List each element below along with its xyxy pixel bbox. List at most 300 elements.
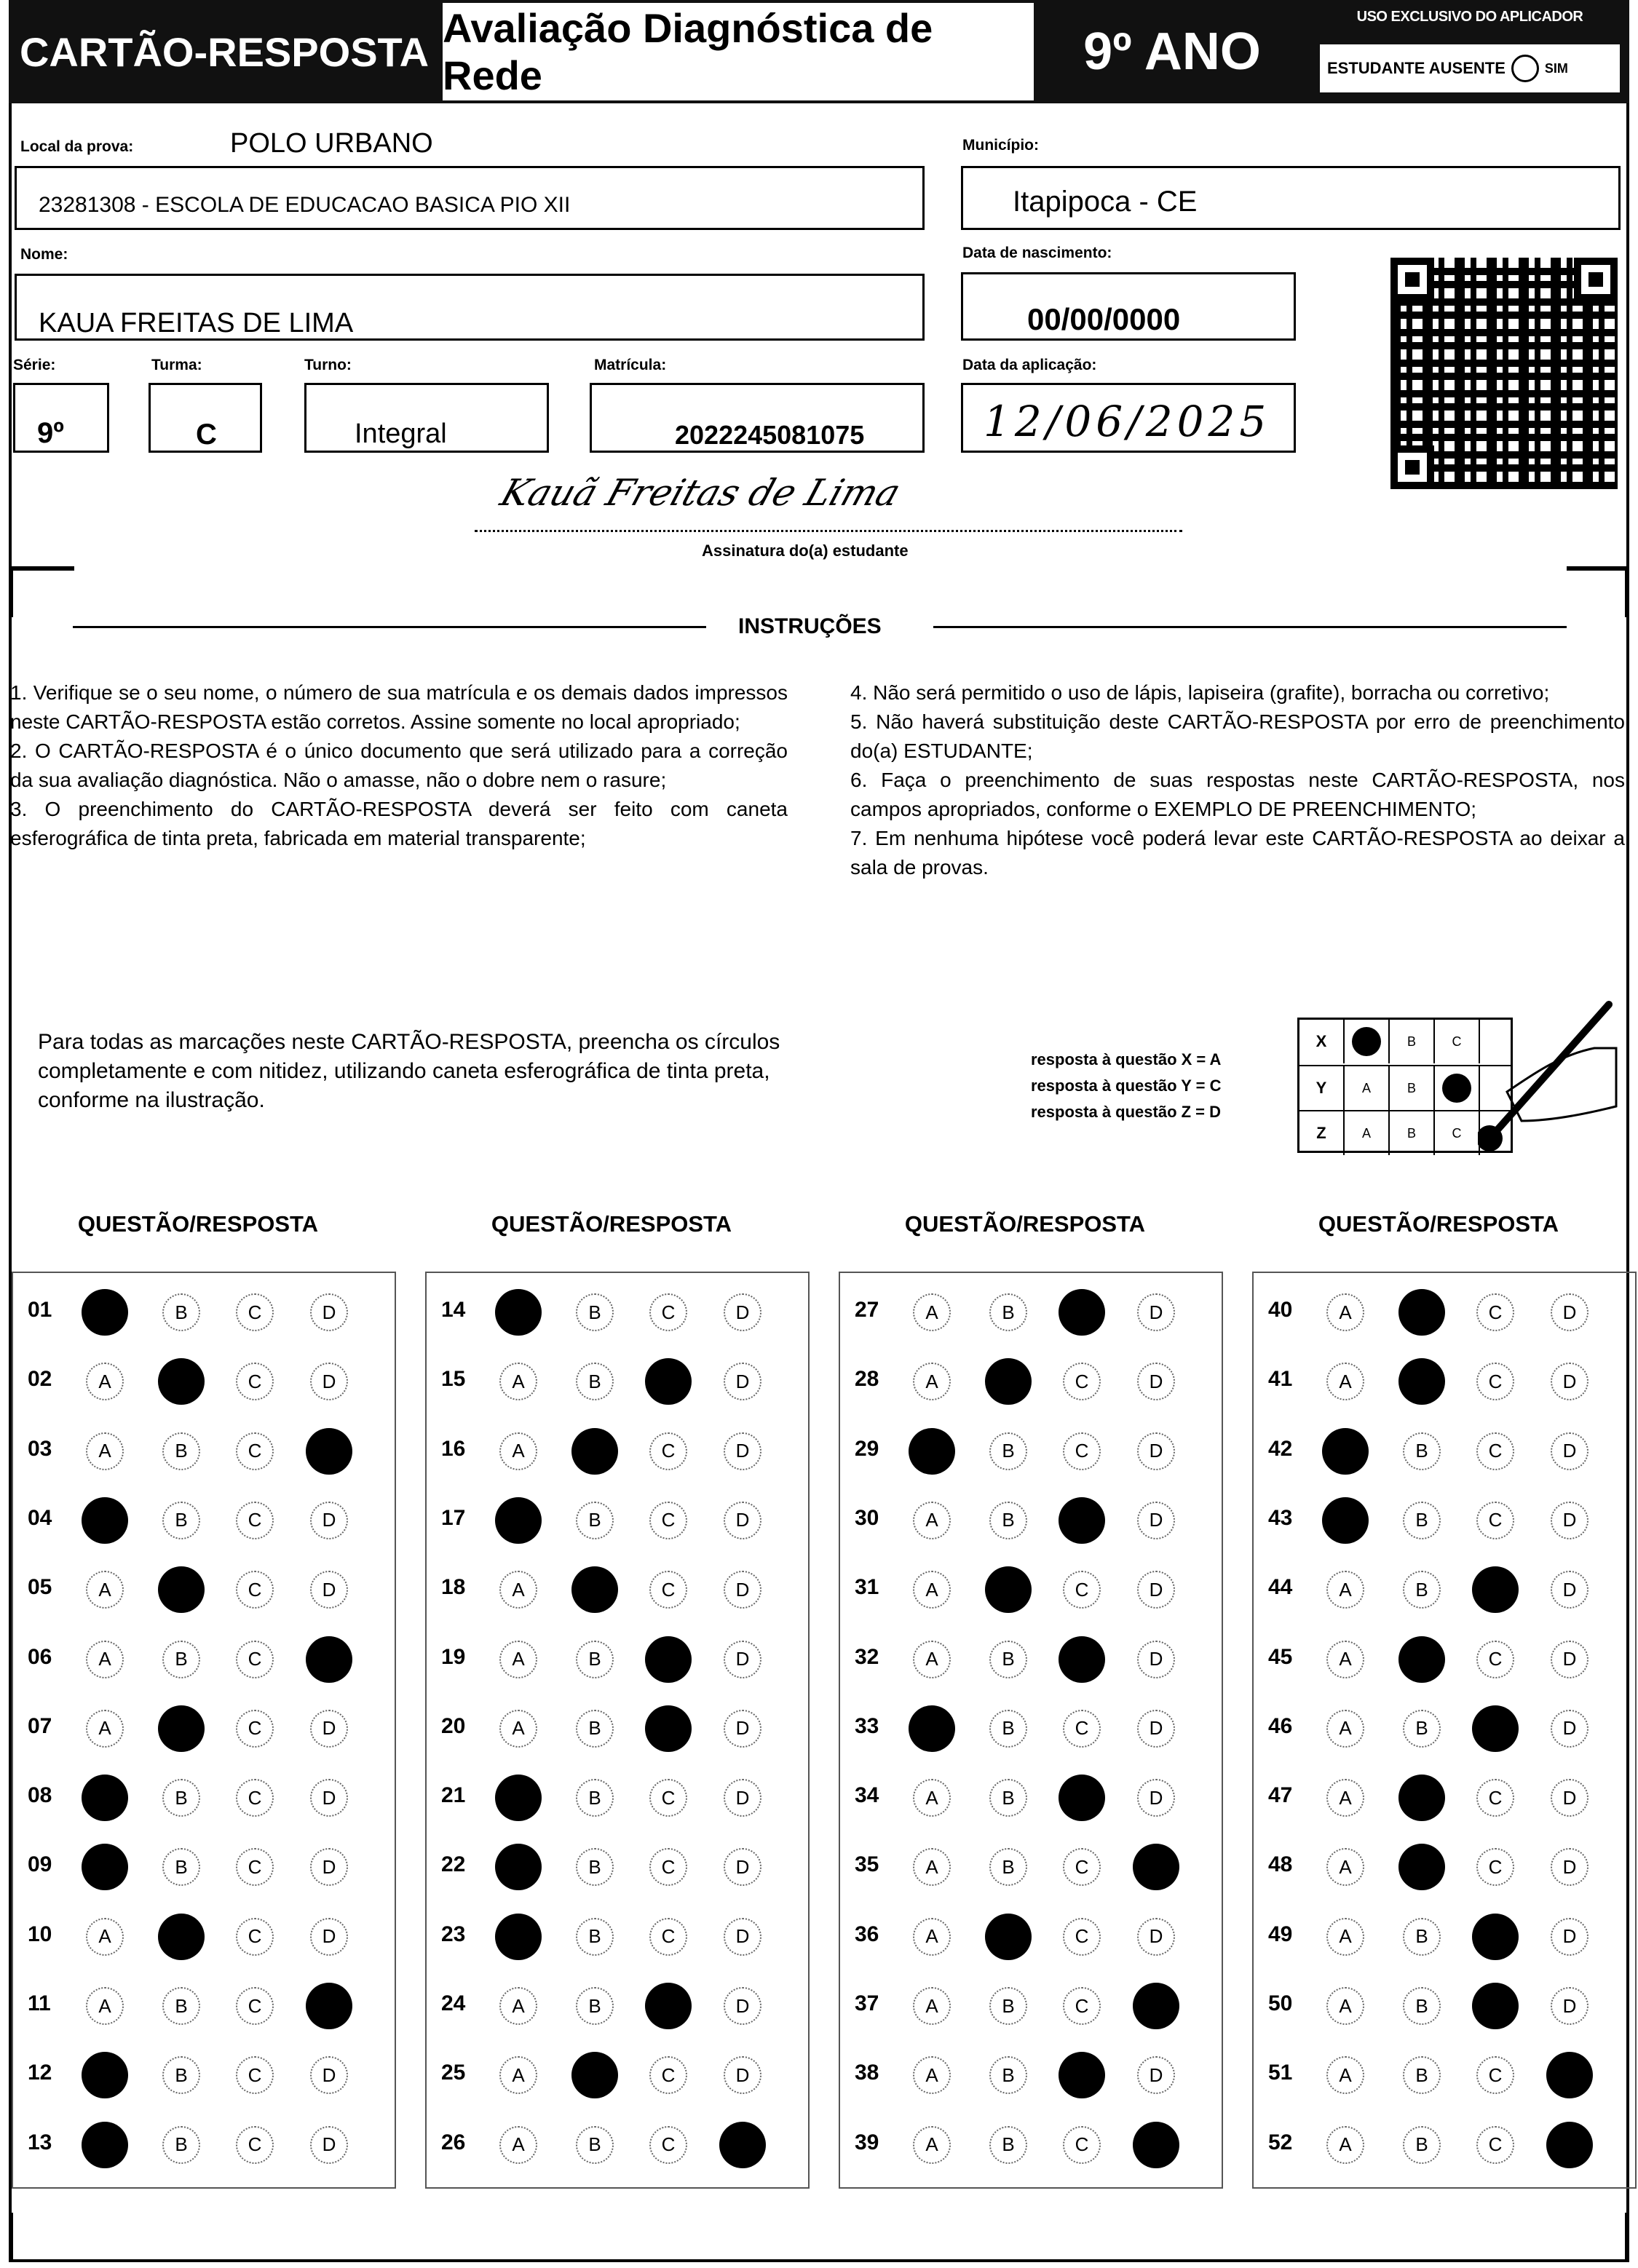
answer-bubble-a[interactable]: A — [1326, 1779, 1364, 1817]
answer-bubble-d[interactable]: D — [1551, 1779, 1588, 1817]
answer-bubble-d[interactable]: D — [1551, 1918, 1588, 1956]
answer-bubble-a[interactable]: A — [913, 1571, 951, 1609]
answer-bubble-a[interactable]: A — [1326, 1848, 1364, 1886]
answer-bubble-b[interactable]: B — [162, 1502, 200, 1539]
applicator-title: USO EXCLUSIVO DO APLICADOR — [1356, 9, 1583, 25]
answer-bubble-b[interactable]: B — [989, 2056, 1027, 2094]
answer-bubble-b[interactable]: B — [162, 2056, 200, 2094]
question-row — [13, 2110, 397, 2179]
answer-bubble-d[interactable]: D — [1137, 2056, 1175, 2094]
answer-bubble-b[interactable] — [985, 1566, 1032, 1613]
answer-bubble-a[interactable]: A — [913, 1641, 951, 1678]
answer-bubble-b[interactable]: B — [989, 1710, 1027, 1748]
question-number: 52 — [1268, 2130, 1293, 2154]
answer-bubble-a[interactable]: A — [499, 1641, 537, 1678]
question-number: 31 — [855, 1575, 879, 1600]
answer-bubble-a[interactable]: A — [913, 1848, 951, 1886]
answer-bubble-d[interactable]: D — [310, 1918, 348, 1956]
question-number: 08 — [28, 1783, 52, 1808]
question-number: 15 — [441, 1367, 466, 1392]
answer-bubble-a[interactable]: A — [86, 1571, 124, 1609]
answer-bubble-c[interactable]: C — [236, 1432, 274, 1470]
question-number: 21 — [441, 1783, 466, 1808]
question-row — [13, 1347, 397, 1416]
question-row — [1254, 1416, 1638, 1486]
answer-bubble-a[interactable] — [495, 1775, 542, 1821]
question-number: 39 — [855, 2130, 879, 2154]
answer-bubble-d[interactable]: D — [1137, 1363, 1175, 1400]
answer-bubble-d[interactable]: D — [724, 1571, 761, 1609]
local-label: Local da prova: — [20, 138, 134, 155]
instruction-item: 2. O CARTÃO-RESPOSTA é o único documento que será utilizado para a correção da sua avaliação diagnóstica. Não o amasse, não o dobre nem o rasure; — [10, 740, 788, 791]
answer-bubble-c[interactable]: C — [1476, 1641, 1514, 1678]
answer-bubble-a[interactable]: A — [1326, 1987, 1364, 2025]
answer-bubble-b[interactable] — [1398, 1289, 1445, 1336]
answer-bubble-b[interactable] — [985, 1914, 1032, 1960]
answer-bubble-a[interactable] — [82, 2122, 128, 2168]
answer-bubble-b[interactable]: B — [989, 1502, 1027, 1539]
turno-field — [304, 383, 549, 453]
answer-bubble-a[interactable]: A — [86, 1987, 124, 2025]
answer-bubble-c[interactable] — [1059, 2052, 1105, 2098]
answer-bubble-b[interactable]: B — [162, 1987, 200, 2025]
example-line: resposta à questão Z = D — [1031, 1103, 1222, 1121]
fill-note: Para todas as marcações neste CARTÃO-RESPOSTA, preencha os círculos completamente e com nitidez, utilizando caneta esferográfica de tinta preta, conforme na ilustração. — [38, 1030, 780, 1112]
question-number: 33 — [855, 1713, 879, 1738]
question-number: 06 — [28, 1644, 52, 1669]
answer-bubble-b[interactable] — [571, 2052, 618, 2098]
example-bubble-c — [1435, 1066, 1480, 1110]
answer-bubble-c[interactable] — [645, 1636, 692, 1683]
answer-bubble-b[interactable]: B — [989, 1432, 1027, 1470]
answer-bubble-b[interactable]: B — [162, 1432, 200, 1470]
signature-line — [475, 530, 1182, 532]
frame-corner-tl-h — [9, 566, 74, 571]
answer-bubble-c[interactable]: C — [236, 1363, 274, 1400]
answer-bubble-d[interactable]: D — [310, 1363, 348, 1400]
answer-bubble-c[interactable]: C — [1476, 1432, 1514, 1470]
answer-bubble-c[interactable]: C — [1476, 2126, 1514, 2164]
answer-bubble-b[interactable] — [571, 1428, 618, 1475]
answer-bubble-d[interactable] — [719, 2122, 766, 2168]
absent-field — [1318, 42, 1622, 95]
question-number: 14 — [441, 1298, 466, 1322]
answer-bubble-a[interactable]: A — [499, 2056, 537, 2094]
question-number: 42 — [1268, 1436, 1293, 1461]
answer-bubble-c[interactable] — [645, 1358, 692, 1405]
answer-bubble-b[interactable] — [1398, 1358, 1445, 1405]
answer-bubble-a[interactable]: A — [913, 1918, 951, 1956]
answer-bubble-c[interactable] — [1472, 1705, 1519, 1752]
question-row — [13, 1763, 397, 1832]
answer-bubble-c[interactable]: C — [236, 1987, 274, 2025]
answer-bubble-a[interactable]: A — [913, 1363, 951, 1400]
answer-bubble-b[interactable]: B — [162, 1641, 200, 1678]
answer-bubble-a[interactable]: A — [1326, 1363, 1364, 1400]
answer-bubble-b[interactable]: B — [576, 1641, 614, 1678]
answer-bubble-b[interactable]: B — [989, 1987, 1027, 2025]
city-value: Itapipoca - CE — [1013, 186, 1198, 218]
question-number: 38 — [855, 2061, 879, 2085]
answer-bubble-a[interactable]: A — [86, 1363, 124, 1400]
answer-bubble-c[interactable]: C — [649, 1848, 687, 1886]
answer-bubble-a[interactable] — [82, 1289, 128, 1336]
answer-bubble-b[interactable]: B — [576, 1918, 614, 1956]
matricula-field — [590, 383, 925, 453]
answer-bubble-b[interactable]: B — [576, 1710, 614, 1748]
question-number: 17 — [441, 1505, 466, 1530]
answer-bubble-a[interactable] — [1322, 1497, 1369, 1544]
answer-bubble-c[interactable]: C — [649, 2056, 687, 2094]
answer-bubble-c[interactable]: C — [649, 1779, 687, 1817]
answer-bubble-b[interactable]: B — [989, 1848, 1027, 1886]
answer-bubble-d[interactable] — [1546, 2122, 1593, 2168]
answer-bubble-c[interactable]: C — [236, 1710, 274, 1748]
answer-bubble-c[interactable] — [1472, 1983, 1519, 2029]
absent-radio[interactable] — [1511, 55, 1539, 82]
answer-bubble-d[interactable]: D — [1551, 1641, 1588, 1678]
question-row — [427, 2110, 811, 2179]
question-number: 22 — [441, 1852, 466, 1877]
answer-bubble-c[interactable] — [1059, 1775, 1105, 1821]
answer-bubble-a[interactable]: A — [86, 1641, 124, 1678]
answer-bubble-c[interactable]: C — [649, 1293, 687, 1331]
answer-bubble-b[interactable] — [1398, 1844, 1445, 1890]
answer-bubble-c[interactable]: C — [1476, 1779, 1514, 1817]
question-row — [427, 1277, 811, 1347]
answer-bubble-c[interactable]: C — [1476, 1293, 1514, 1331]
answer-bubble-b[interactable]: B — [989, 1293, 1027, 1331]
question-row — [427, 1763, 811, 1832]
answer-bubble-d[interactable]: D — [724, 1918, 761, 1956]
answer-bubble-b[interactable] — [1398, 1775, 1445, 1821]
column-title: QUESTÃO/RESPOSTA — [1318, 1211, 1559, 1237]
answer-bubble-d[interactable] — [1133, 1844, 1179, 1890]
instructions-rule-right — [933, 626, 1567, 628]
eval-title: Avaliação Diagnóstica de Rede — [440, 0, 1037, 103]
question-row — [1254, 1694, 1638, 1763]
frame-corner-tr-v — [1625, 566, 1629, 617]
question-row — [427, 1625, 811, 1694]
question-number: 24 — [441, 1991, 466, 2015]
answer-bubble-d[interactable]: D — [310, 1779, 348, 1817]
question-number: 36 — [855, 1922, 879, 1946]
answer-bubble-d[interactable]: D — [1137, 1432, 1175, 1470]
question-number: 34 — [855, 1783, 879, 1808]
answer-bubble-b[interactable]: B — [576, 1848, 614, 1886]
answer-bubble-a[interactable]: A — [1326, 1293, 1364, 1331]
answer-bubble-a[interactable]: A — [913, 2126, 951, 2164]
answer-bubble-d[interactable]: D — [1551, 1710, 1588, 1748]
answer-bubble-d[interactable]: D — [1137, 1293, 1175, 1331]
instruction-item: 1. Verifique se o seu nome, o número de sua matrícula e os demais dados impressos neste CARTÃO-RESPOSTA estão corretos. Assine somente no local apropriado; — [10, 681, 788, 733]
answer-bubble-d[interactable]: D — [310, 1502, 348, 1539]
answer-bubble-a[interactable]: A — [86, 1432, 124, 1470]
answer-bubble-c[interactable]: C — [1476, 1363, 1514, 1400]
question-row — [840, 2040, 1224, 2109]
answer-bubble-c[interactable] — [1472, 1914, 1519, 1960]
answer-bubble-b[interactable]: B — [576, 2126, 614, 2164]
answer-bubble-a[interactable]: A — [913, 1779, 951, 1817]
answer-bubble-a[interactable] — [909, 1428, 955, 1475]
answer-bubble-a[interactable]: A — [499, 1710, 537, 1748]
answer-bubble-d[interactable]: D — [310, 2056, 348, 2094]
answer-bubble-d[interactable]: D — [310, 1710, 348, 1748]
answer-bubble-a[interactable]: A — [913, 2056, 951, 2094]
answer-bubble-a[interactable]: A — [1326, 2126, 1364, 2164]
answer-bubble-a[interactable] — [495, 1497, 542, 1544]
answer-bubble-b[interactable]: B — [1403, 1502, 1441, 1539]
answer-bubble-d[interactable] — [1133, 1983, 1179, 2029]
question-number: 43 — [1268, 1505, 1293, 1530]
answer-bubble-c[interactable] — [1059, 1497, 1105, 1544]
answer-column-1 — [12, 1272, 396, 2189]
answer-bubble-c[interactable]: C — [1063, 1710, 1101, 1748]
answer-bubble-a[interactable]: A — [499, 1432, 537, 1470]
answer-bubble-b[interactable]: B — [989, 1779, 1027, 1817]
answer-bubble-c[interactable]: C — [236, 1571, 274, 1609]
school-value: 23281308 - ESCOLA DE EDUCACAO BASICA PIO XII — [39, 193, 571, 217]
answer-bubble-a[interactable] — [909, 1705, 955, 1752]
answer-bubble-c[interactable]: C — [1063, 1363, 1101, 1400]
answer-bubble-a[interactable]: A — [86, 1710, 124, 1748]
question-row — [427, 1902, 811, 1971]
question-row — [1254, 1625, 1638, 1694]
answer-bubble-c[interactable] — [645, 1705, 692, 1752]
question-row — [427, 1416, 811, 1486]
answer-bubble-c[interactable]: C — [1063, 1987, 1101, 2025]
answer-bubble-b[interactable] — [571, 1566, 618, 1613]
answer-bubble-b[interactable]: B — [162, 1848, 200, 1886]
answer-bubble-b[interactable] — [1398, 1636, 1445, 1683]
answer-bubble-b[interactable] — [158, 1914, 205, 1960]
answer-bubble-a[interactable] — [82, 1844, 128, 1890]
answer-bubble-a[interactable]: A — [913, 1293, 951, 1331]
answer-bubble-c[interactable]: C — [649, 1571, 687, 1609]
answer-bubble-b[interactable]: B — [1403, 1432, 1441, 1470]
question-number: 50 — [1268, 1991, 1293, 2015]
answer-bubble-d[interactable]: D — [310, 1293, 348, 1331]
answer-bubble-c[interactable] — [645, 1983, 692, 2029]
answer-bubble-a[interactable] — [82, 1497, 128, 1544]
answer-bubble-d[interactable]: D — [1551, 1432, 1588, 1470]
answer-bubble-d[interactable]: D — [724, 1779, 761, 1817]
name-value: KAUA FREITAS DE LIMA — [39, 308, 354, 338]
answer-bubble-d[interactable]: D — [1137, 1710, 1175, 1748]
answer-bubble-b[interactable]: B — [1403, 2056, 1441, 2094]
answer-bubble-c[interactable]: C — [649, 1918, 687, 1956]
answer-bubble-d[interactable]: D — [1137, 1918, 1175, 1956]
question-row — [1254, 2110, 1638, 2179]
answer-bubble-d[interactable]: D — [310, 2126, 348, 2164]
app-date-field — [961, 383, 1296, 453]
question-row — [840, 1902, 1224, 1971]
answer-bubble-c[interactable]: C — [1063, 1848, 1101, 1886]
question-number: 25 — [441, 2061, 466, 2085]
question-row — [1254, 1832, 1638, 1901]
absent-label: ESTUDANTE AUSENTE — [1327, 59, 1506, 77]
answer-bubble-c[interactable] — [1059, 1636, 1105, 1683]
turma-label: Turma: — [151, 357, 202, 373]
question-row — [427, 1832, 811, 1901]
answer-bubble-d[interactable] — [306, 1983, 352, 2029]
answer-bubble-a[interactable] — [495, 1844, 542, 1890]
question-row — [1254, 1902, 1638, 1971]
answer-bubble-a[interactable] — [82, 1775, 128, 1821]
answer-bubble-d[interactable]: D — [1551, 1571, 1588, 1609]
answer-bubble-a[interactable]: A — [499, 1363, 537, 1400]
answer-bubble-d[interactable]: D — [1137, 1502, 1175, 1539]
answer-bubble-b[interactable]: B — [1403, 1571, 1441, 1609]
answer-bubble-d[interactable]: D — [1551, 1363, 1588, 1400]
question-number: 03 — [28, 1436, 52, 1461]
question-number: 13 — [28, 2130, 52, 2154]
question-row — [840, 1277, 1224, 1347]
matricula-value: 2022245081075 — [675, 420, 865, 450]
question-row — [840, 1694, 1224, 1763]
answer-bubble-a[interactable]: A — [86, 1918, 124, 1956]
question-row — [427, 1971, 811, 2040]
answer-column-2 — [425, 1272, 810, 2189]
question-row — [840, 1486, 1224, 1555]
answer-bubble-d[interactable]: D — [724, 1641, 761, 1678]
answer-bubble-c[interactable]: C — [1063, 1571, 1101, 1609]
answer-bubble-d[interactable]: D — [1137, 1641, 1175, 1678]
question-number: 02 — [28, 1367, 52, 1392]
answer-bubble-d[interactable]: D — [724, 1987, 761, 2025]
answer-bubble-d[interactable]: D — [724, 1293, 761, 1331]
pen-hand-illustration — [1478, 997, 1623, 1157]
answer-bubble-b[interactable]: B — [1403, 1918, 1441, 1956]
answer-bubble-d[interactable]: D — [724, 1432, 761, 1470]
answer-bubble-c[interactable]: C — [1063, 1432, 1101, 1470]
example-line: resposta à questão X = A — [1031, 1050, 1222, 1068]
answer-bubble-c[interactable] — [1059, 1289, 1105, 1336]
answer-bubble-a[interactable]: A — [499, 1987, 537, 2025]
answer-bubble-b[interactable]: B — [989, 2126, 1027, 2164]
answer-bubble-b[interactable]: B — [162, 2126, 200, 2164]
answer-bubble-b[interactable] — [985, 1358, 1032, 1405]
question-row — [840, 1763, 1224, 1832]
question-number: 51 — [1268, 2061, 1293, 2085]
answer-bubble-a[interactable] — [495, 1914, 542, 1960]
answer-bubble-d[interactable]: D — [724, 1502, 761, 1539]
answer-bubble-b[interactable]: B — [576, 1502, 614, 1539]
answer-bubble-b[interactable]: B — [162, 1293, 200, 1331]
example-bubble-a: A — [1345, 1111, 1390, 1155]
question-row — [427, 1555, 811, 1624]
answer-bubble-c[interactable]: C — [236, 1779, 274, 1817]
answer-bubble-d[interactable] — [1546, 2052, 1593, 2098]
answer-bubble-d[interactable]: D — [724, 1710, 761, 1748]
answer-bubble-c[interactable]: C — [236, 1293, 274, 1331]
answer-bubble-c[interactable]: C — [649, 1502, 687, 1539]
answer-bubble-c[interactable]: C — [649, 2126, 687, 2164]
answer-bubble-c[interactable]: C — [1476, 2056, 1514, 2094]
answer-bubble-b[interactable]: B — [1403, 2126, 1441, 2164]
instructions-right — [850, 678, 1625, 882]
answer-bubble-d[interactable]: D — [1551, 1502, 1588, 1539]
grade-title: 9º ANO — [1034, 0, 1310, 103]
answer-bubble-a[interactable] — [495, 1289, 542, 1336]
answer-bubble-c[interactable]: C — [649, 1432, 687, 1470]
answer-bubble-d[interactable] — [306, 1428, 352, 1475]
answer-bubble-d[interactable] — [306, 1636, 352, 1683]
answer-bubble-c[interactable]: C — [236, 1848, 274, 1886]
answer-bubble-c[interactable]: C — [236, 2126, 274, 2164]
serie-label: Série: — [13, 357, 56, 373]
turma-value: C — [196, 419, 217, 451]
answer-bubble-a[interactable]: A — [1326, 1918, 1364, 1956]
answer-bubble-c[interactable]: C — [236, 1641, 274, 1678]
answer-bubble-a[interactable]: A — [1326, 1710, 1364, 1748]
answer-bubble-a[interactable]: A — [1326, 1571, 1364, 1609]
answer-bubble-c[interactable]: C — [1063, 2126, 1101, 2164]
answer-bubble-d[interactable]: D — [310, 1571, 348, 1609]
answer-bubble-d[interactable]: D — [724, 2056, 761, 2094]
answer-bubble-d[interactable] — [1133, 2122, 1179, 2168]
answer-bubble-d[interactable]: D — [724, 1848, 761, 1886]
answer-bubble-c[interactable]: C — [1476, 1502, 1514, 1539]
name-label: Nome: — [20, 246, 68, 263]
answer-bubble-a[interactable]: A — [913, 1987, 951, 2025]
question-row — [1254, 2040, 1638, 2109]
question-number: 45 — [1268, 1644, 1293, 1669]
answer-bubble-b[interactable]: B — [576, 1363, 614, 1400]
answer-bubble-a[interactable]: A — [499, 2126, 537, 2164]
answer-bubble-c[interactable]: C — [1063, 1918, 1101, 1956]
answer-bubble-b[interactable] — [158, 1566, 205, 1613]
answer-bubble-c[interactable]: C — [236, 1502, 274, 1539]
answer-bubble-b[interactable]: B — [576, 1987, 614, 2025]
answer-bubble-b[interactable]: B — [989, 1641, 1027, 1678]
answer-bubble-a[interactable]: A — [499, 1571, 537, 1609]
answer-bubble-a[interactable] — [1322, 1428, 1369, 1475]
question-number: 10 — [28, 1922, 52, 1946]
answer-bubble-a[interactable] — [82, 2052, 128, 2098]
question-number: 05 — [28, 1575, 52, 1600]
qr-finder-top-left — [1390, 258, 1434, 301]
answer-bubble-d[interactable]: D — [1137, 1571, 1175, 1609]
answer-bubble-a[interactable]: A — [1326, 2056, 1364, 2094]
answer-bubble-b[interactable]: B — [576, 1293, 614, 1331]
answer-bubble-b[interactable]: B — [1403, 1710, 1441, 1748]
answer-bubble-d[interactable]: D — [1137, 1779, 1175, 1817]
answer-bubble-c[interactable]: C — [236, 1918, 274, 1956]
question-number: 20 — [441, 1713, 466, 1738]
answer-bubble-d[interactable]: D — [1551, 1987, 1588, 2025]
question-row — [427, 1486, 811, 1555]
answer-bubble-d[interactable]: D — [1551, 1293, 1588, 1331]
answer-bubble-b[interactable]: B — [576, 1779, 614, 1817]
answer-bubble-b[interactable] — [158, 1705, 205, 1752]
answer-bubble-d[interactable]: D — [1551, 1848, 1588, 1886]
answer-bubble-a[interactable]: A — [1326, 1641, 1364, 1678]
question-row — [840, 1625, 1224, 1694]
example-filled-mark — [1442, 1074, 1471, 1103]
answer-bubble-b[interactable]: B — [162, 1779, 200, 1817]
answer-bubble-c[interactable]: C — [236, 2056, 274, 2094]
qr-code — [1390, 258, 1618, 489]
answer-bubble-b[interactable] — [158, 1358, 205, 1405]
answer-bubble-c[interactable]: C — [1476, 1848, 1514, 1886]
answer-bubble-a[interactable]: A — [913, 1502, 951, 1539]
answer-bubble-d[interactable]: D — [310, 1848, 348, 1886]
answer-bubble-c[interactable] — [1472, 1566, 1519, 1613]
name-field — [15, 274, 925, 341]
answer-bubble-b[interactable]: B — [1403, 1987, 1441, 2025]
answer-bubble-d[interactable]: D — [724, 1363, 761, 1400]
